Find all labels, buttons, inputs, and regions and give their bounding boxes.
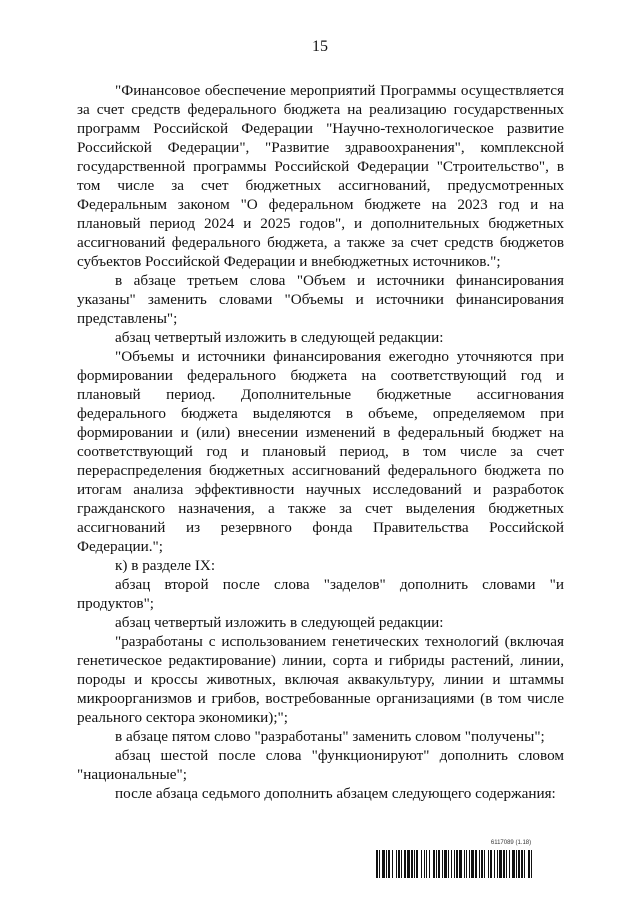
page-number: 15 — [312, 38, 328, 55]
paragraph: абзац четвертый изложить в следующей редакции: — [115, 329, 444, 346]
paragraph: "Объемы и источники финансирования ежегодно уточняются при формировании федерального бюджета на соответствующий год и плановый период. Дополнительные бюджетные ассигнования федерального бюджета выделяются в объеме, определяемом при формировании и (или) внесении изменений в федеральный бюджет на соответствующий год и плановый период, в том числе за счет перераспределения бюджетных ассигнований федерального бюджета по итогам анализа эффективности научных исследований и разработок гражданского назначения, а также за счет выделения бюджетных ассигнований из резервного фонда Правительства Российской Федерации."; — [77, 348, 564, 555]
paragraph: "разработаны с использованием генетических технологий (включая генетическое редактирование) линии, сорта и гибриды растений, линии, породы и кроссы животных, включая аквакультуру, линии и штаммы микроорганизмов и грибов, востребованные организациями (в том числе реального сектора экономики);"; — [77, 633, 564, 726]
paragraph: в абзаце пятом слово "разработаны" заменить словом "получены"; — [115, 728, 545, 745]
paragraph: "Финансовое обеспечение мероприятий Программы осуществляется за счет средств федерального бюджета на реализацию государственных программ Российской Федерации "Научно-технологическое развитие Российской Федерации", "Развитие здравоохранения", комплексной государственной программы Российской Федерации "Строительство", в том числе за счет бюджетных ассигнований, предусмотренных Федеральным законом "О федеральном бюджете на 2023 год и на плановый период 2024 и 2025 годов", и дополнительных бюджетных ассигнований федерального бюджета, а также за счет средств бюджетов субъектов Российской Федерации и внебюджетных источников."; — [77, 82, 564, 270]
barcode — [376, 850, 566, 878]
paragraph: после абзаца седьмого дополнить абзацем следующего содержания: — [115, 785, 556, 802]
barcode-caption: 6117089 (1.18) — [490, 840, 532, 846]
paragraph: абзац шестой после слова "функционируют" дополнить словом "национальные"; — [77, 747, 564, 783]
paragraph: к) в разделе IX: — [115, 557, 216, 574]
paragraph: абзац четвертый изложить в следующей редакции: — [115, 614, 444, 631]
barcode-bar — [532, 850, 534, 878]
document-body — [77, 81, 564, 803]
paragraph: абзац второй после слова "заделов" дополнить словами "и продуктов"; — [77, 576, 564, 612]
paragraph: в абзаце третьем слова "Объем и источники финансирования указаны" заменить словами "Объемы и источники финансирования представлены"; — [77, 272, 564, 327]
